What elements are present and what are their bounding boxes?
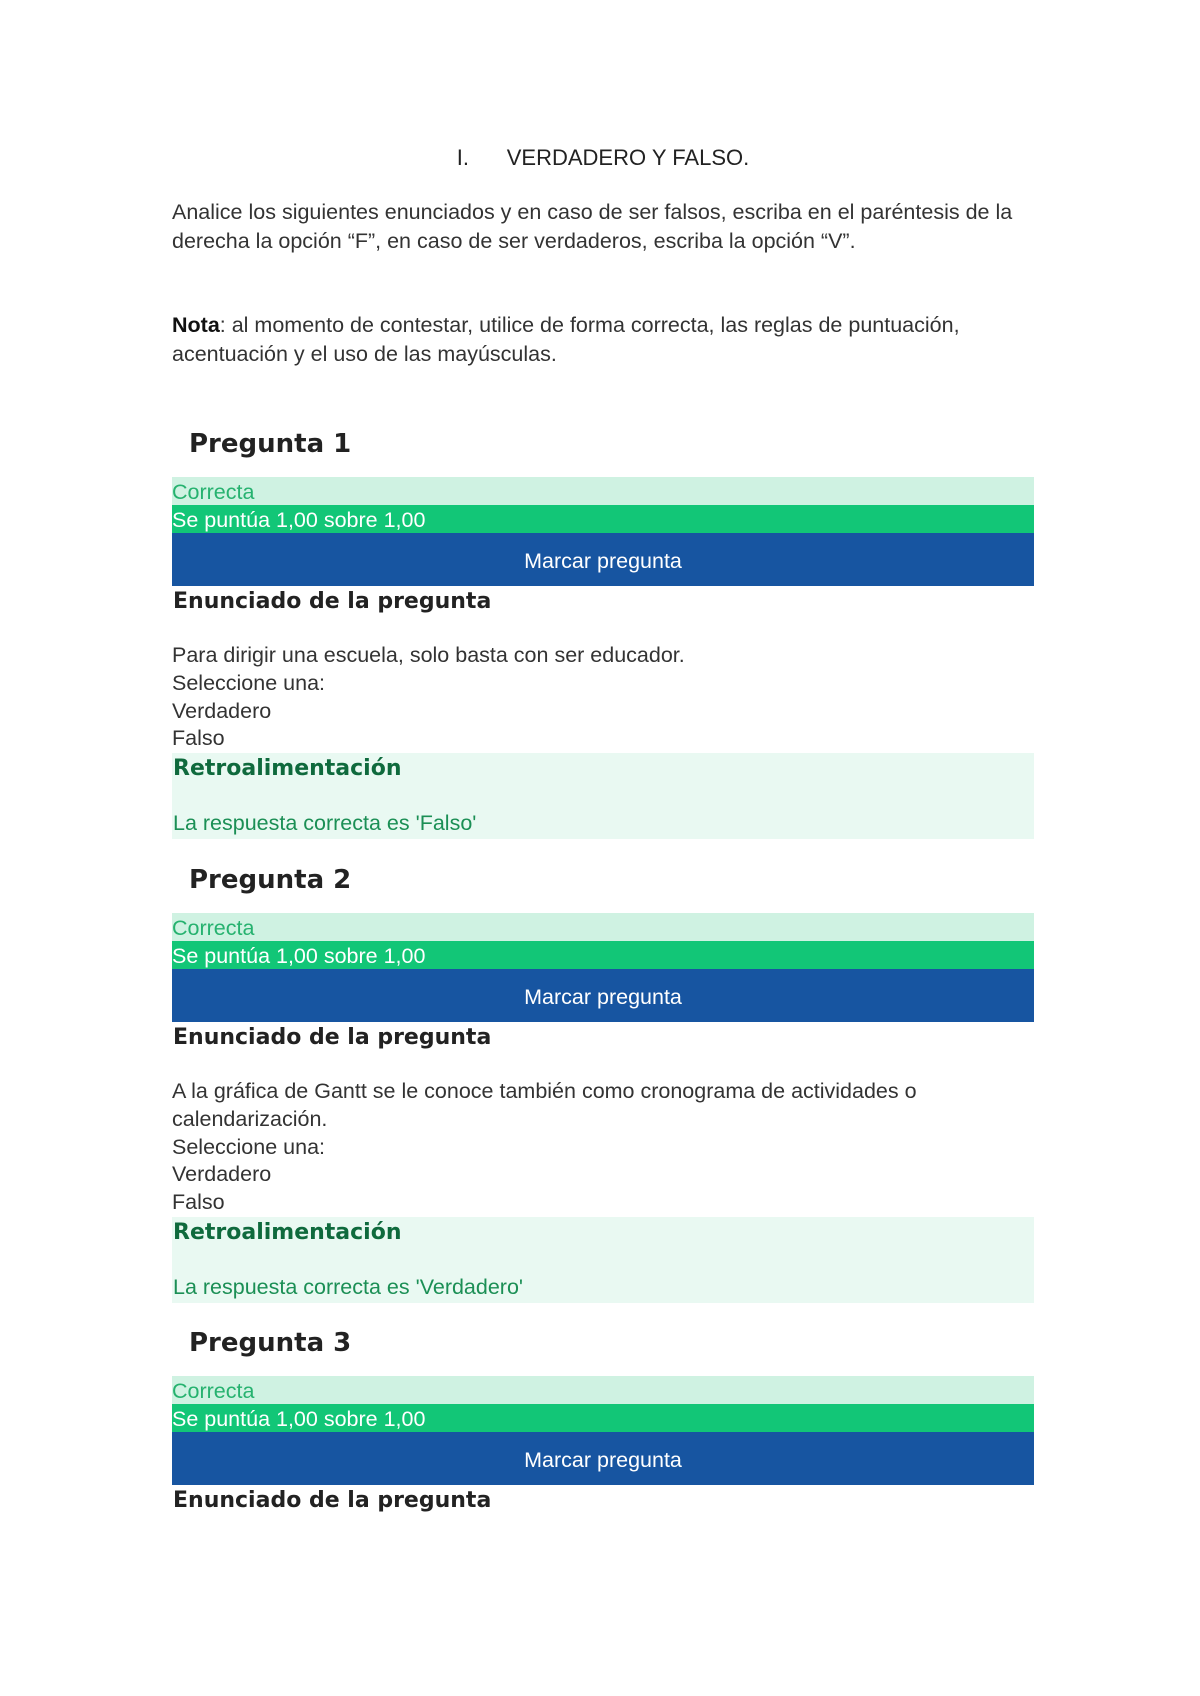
- question-state: Correcta: [172, 913, 1034, 941]
- statement-heading: Enunciado de la pregunta: [173, 1025, 492, 1050]
- flag-question-button[interactable]: Marcar pregunta: [172, 969, 1034, 1022]
- select-prompt: Seleccione una:: [172, 1134, 325, 1159]
- feedback-box: [172, 753, 1034, 839]
- question-title: Pregunta 1: [189, 429, 352, 459]
- feedback-text: La respuesta correcta es 'Verdadero': [173, 1274, 524, 1299]
- feedback-title: Retroalimentación: [173, 1219, 402, 1245]
- statement-heading: Enunciado de la pregunta: [173, 589, 492, 614]
- select-prompt: Seleccione una:: [172, 670, 325, 695]
- instructions-paragraph: Analice los siguientes enunciados y en caso de ser falsos, escriba en el paréntesis de la derecha la opción “F”, en caso de ser verdaderos, escriba la opción “V”.: [172, 200, 1013, 253]
- question-grade: Se puntúa 1,00 sobre 1,00: [172, 941, 1034, 969]
- question-grade: Se puntúa 1,00 sobre 1,00: [172, 1404, 1034, 1432]
- section-title-text: VERDADERO Y FALSO.: [506, 145, 750, 170]
- question-3: [172, 1323, 1034, 1515]
- statement-heading: Enunciado de la pregunta: [173, 1488, 492, 1513]
- question-state: Correcta: [172, 1376, 1034, 1404]
- question-text-block: [172, 642, 1034, 753]
- note-paragraph: [172, 311, 1034, 368]
- question-1: [172, 424, 1034, 839]
- question-text: A la gráfica de Gantt se le conoce también como cronograma de actividades o calendarización.: [172, 1079, 917, 1131]
- option-true[interactable]: Verdadero: [172, 698, 272, 723]
- option-false[interactable]: Falso: [172, 726, 225, 751]
- section-title: [172, 145, 1034, 171]
- feedback-box: [172, 1217, 1034, 1303]
- feedback-text: La respuesta correcta es 'Falso': [173, 811, 477, 836]
- question-title: Pregunta 3: [189, 1328, 352, 1358]
- question-text-block: [172, 1078, 1034, 1217]
- feedback-title: Retroalimentación: [173, 756, 402, 782]
- note-text: : al momento de contestar, utilice de forma correcta, las reglas de puntuación, acentuación y el uso de las mayúsculas.: [172, 313, 960, 366]
- question-title: Pregunta 2: [189, 865, 352, 895]
- question-state: Correcta: [172, 477, 1034, 505]
- option-true[interactable]: Verdadero: [172, 1162, 272, 1187]
- flag-question-button[interactable]: Marcar pregunta: [172, 1432, 1034, 1485]
- question-2: [172, 860, 1034, 1303]
- note-label: Nota: [172, 313, 220, 337]
- option-false[interactable]: Falso: [172, 1190, 225, 1215]
- section-number: I.: [456, 145, 469, 170]
- question-text: Para dirigir una escuela, solo basta con ser educador.: [172, 643, 685, 667]
- question-grade: Se puntúa 1,00 sobre 1,00: [172, 505, 1034, 533]
- flag-question-button[interactable]: Marcar pregunta: [172, 533, 1034, 586]
